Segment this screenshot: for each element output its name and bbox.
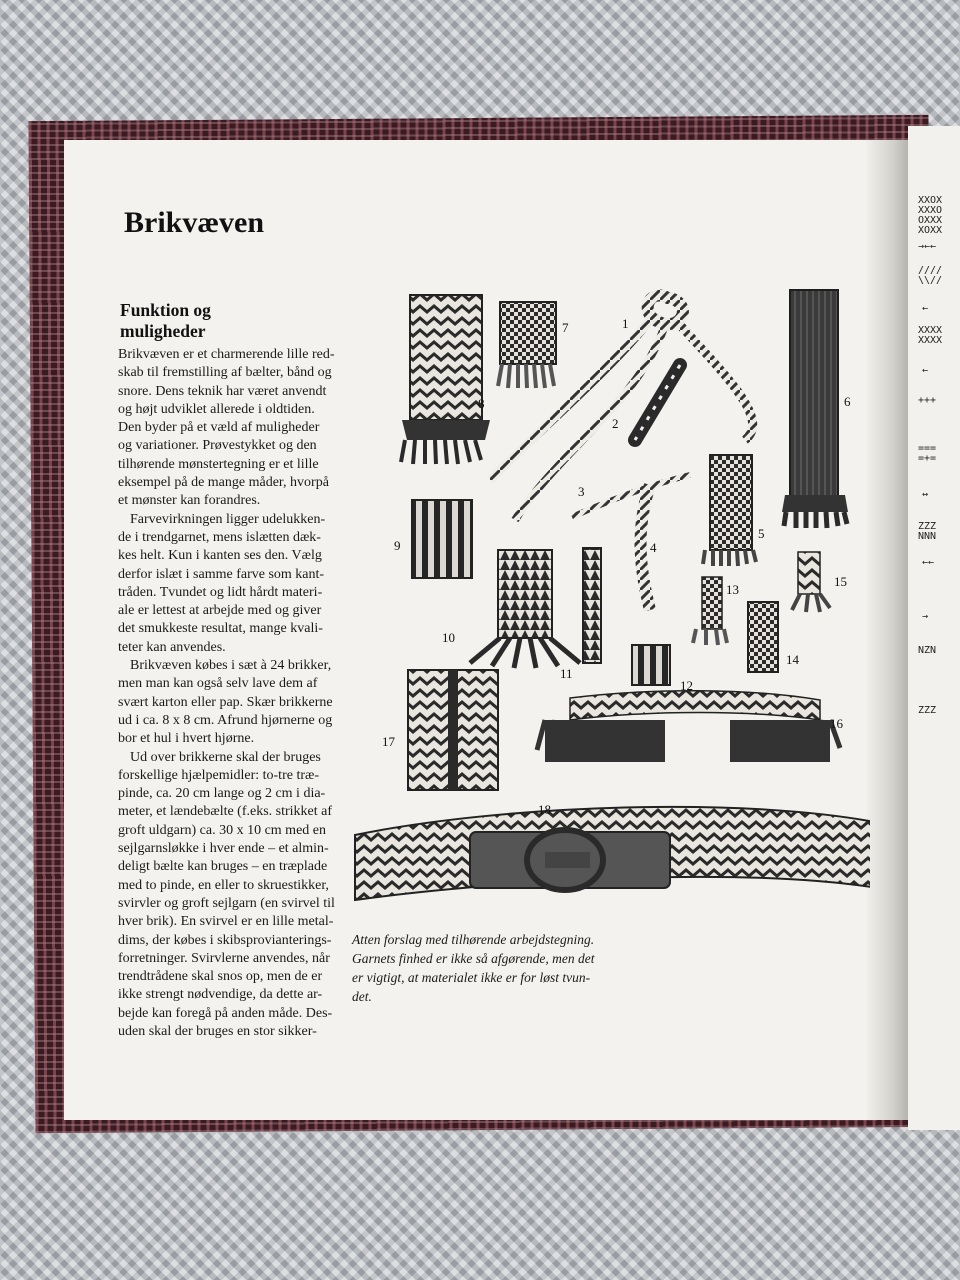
- body-text-line: det smukkeste resultat, mange kvali-: [118, 621, 323, 637]
- figure-label-14: 14: [786, 652, 799, 667]
- body-text-line: svirvler og groft sejlgarn (en svirvel til: [118, 895, 335, 911]
- body-text-line: deligt bælte kan bruges – en træplade: [118, 859, 328, 875]
- pattern-cell: ←: [922, 365, 929, 376]
- page-title: Brikvæven: [124, 206, 265, 239]
- body-text-line: ale er lettest at arbejde med og giver: [118, 603, 322, 619]
- body-text-line: derfor islæt i samme farve som kant-: [118, 566, 325, 582]
- body-text-line: trendtrådene skal snos op, men de er: [118, 969, 323, 985]
- body-text-line: de i trendgarnet, mens islætten dæk-: [118, 529, 321, 545]
- body-text-line: forretninger. Svirvlerne anvendes, når: [118, 950, 330, 966]
- figure-label-1: 1: [622, 316, 629, 331]
- pattern-cell: +++: [918, 395, 937, 406]
- band-sample-14: [748, 602, 778, 672]
- body-text-line: bor et hul i hvert hjørne.: [118, 731, 255, 747]
- body-text-line: bejde kan foregå på anden måde. Des-: [118, 1005, 333, 1021]
- figure-label-8: 8: [478, 396, 485, 411]
- pattern-cell: ↔: [922, 489, 929, 500]
- figure-label-18: 18: [538, 802, 551, 817]
- body-text-line: og højt udviklet allerede i oldtiden.: [118, 401, 315, 417]
- body-text-line: meter, et lændebælte (f.eks. strikket af: [118, 804, 333, 820]
- band-sample-11: [583, 548, 601, 663]
- body-text-line: sejlgarnsløkke i hver ende – et almin-: [118, 841, 329, 857]
- body-text-line: svært karton eller pap. Skær brikkerne: [118, 694, 333, 710]
- body-text-line: dims, der købes i skibsprovianterings-: [118, 932, 332, 948]
- band-sample-5: [703, 455, 756, 566]
- figure-label-11: 11: [560, 666, 573, 681]
- figure-label-7: 7: [562, 320, 569, 335]
- figure-label-2: 2: [612, 416, 619, 431]
- pattern-cell: ////: [918, 265, 943, 276]
- body-text-line: Brikvæven købes i sæt à 24 brikker,: [130, 658, 332, 674]
- body-text-line: Den byder på et væld af muligheder: [118, 420, 320, 436]
- body-text-line: hver brik). En svirvel er en lille metal-: [118, 914, 334, 930]
- caption-line: det.: [352, 989, 372, 1004]
- body-text-line: snore. Dens teknik har været anvendt: [118, 383, 327, 399]
- body-text: [118, 346, 348, 1041]
- figure-label-16: 16: [830, 716, 843, 731]
- pattern-cell: ZZZ: [918, 521, 937, 532]
- figure-label-15: 15: [834, 574, 847, 589]
- body-text-line: forskellige hjælpemidler: to-tre træ-: [118, 767, 320, 783]
- pattern-cell: XXOX: [918, 195, 943, 206]
- section-heading-line: Funktion og: [120, 300, 211, 320]
- body-text-line: Ud over brikkerne skal der bruges: [130, 749, 321, 765]
- body-text-line: kes helt. Kun i kanten ses den. Vælg: [118, 548, 322, 564]
- band-sample-12: [632, 645, 670, 685]
- pattern-cell: XXXX: [918, 335, 943, 346]
- figure-label-10: 10: [442, 630, 455, 645]
- figure-label-3: 3: [578, 484, 585, 499]
- pattern-cell: ←←: [922, 557, 935, 568]
- body-text-line: skab til fremstilling af bælter, bånd og: [118, 365, 332, 381]
- woven-bands-photo: [350, 280, 870, 920]
- pattern-cell: OXXX: [918, 215, 943, 226]
- band-sample-17: [408, 670, 498, 790]
- body-text-line: og variationer. Prøvestykket og den: [118, 438, 317, 454]
- pattern-cell: XOXX: [918, 225, 943, 236]
- caption-line: er vigtigt, at materialet ikke er for løst tvun-: [352, 970, 591, 985]
- figure-label-13: 13: [726, 582, 739, 597]
- pattern-cell: XXXX: [918, 325, 943, 336]
- band-sample-6: [782, 290, 848, 528]
- pattern-cell: ZZZ: [918, 705, 937, 716]
- pattern-cell: ←: [922, 303, 929, 314]
- band-sample-10: [470, 550, 580, 668]
- pattern-cell: →: [922, 611, 929, 622]
- figure-label-17: 17: [382, 734, 395, 749]
- pattern-cell: NNN: [918, 531, 937, 542]
- body-text-line: et mønster kan forandres.: [118, 493, 261, 509]
- body-text-line: ud i ca. 8 x 8 cm. Afrund hjørnerne og: [118, 712, 333, 728]
- right-page-edge: [908, 126, 960, 1130]
- pattern-cell: NZN: [918, 645, 937, 656]
- band-sample-13: [693, 577, 727, 645]
- band-sample-8: [401, 295, 490, 464]
- pattern-cell: →←←: [918, 241, 937, 252]
- body-text-line: men man kan også selv lave dem af: [118, 676, 318, 692]
- figure-caption: [352, 930, 632, 1006]
- body-text-line: pinde, ca. 20 cm lange og 2 cm i dia-: [118, 786, 326, 802]
- figure-label-6: 6: [844, 394, 851, 409]
- twisted-cord-4: [641, 485, 650, 610]
- body-text-line: teter kan anvendes.: [118, 639, 226, 655]
- body-text-line: tråden. Tvundet og lidt hårdt materi-: [118, 584, 323, 600]
- band-sample-16: [537, 691, 840, 762]
- pattern-cell: XXXO: [918, 205, 943, 216]
- section-heading-line: muligheder: [120, 321, 206, 341]
- band-sample-9: [412, 500, 472, 578]
- body-text-line: ikke strengt nødvendige, da dette ar-: [118, 987, 323, 1003]
- figure-label-4: 4: [650, 540, 657, 555]
- body-text-line: tilhørende mønstertegning er et lille: [118, 456, 319, 472]
- figure-label-9: 9: [394, 538, 401, 553]
- cord-sample-3: [572, 475, 690, 517]
- body-text-line: med to pinde, en eller to skruestikker,: [118, 877, 329, 893]
- belt-sample-18: [355, 807, 870, 900]
- caption-line: Atten forslag med tilhørende arbejdstegning.: [352, 932, 595, 947]
- section-heading: [120, 300, 340, 342]
- page-gutter: [866, 140, 914, 1120]
- pattern-cell: =+=: [918, 453, 937, 464]
- figure-label-5: 5: [758, 526, 765, 541]
- figure-label-12: 12: [680, 678, 693, 693]
- body-text-line: groft uldgarn) ca. 30 x 10 cm med en: [118, 822, 326, 838]
- band-sample-15: [792, 552, 830, 612]
- caption-line: Garnets finhed er ikke så afgørende, men det: [352, 951, 595, 966]
- body-text-line: eksempel på de mange måder, hvorpå: [118, 475, 329, 491]
- pattern-cell: ===: [918, 443, 937, 454]
- body-text-line: Farvevirkningen ligger udelukken-: [130, 511, 326, 527]
- pattern-cell: \\//: [918, 275, 943, 286]
- body-text-line: Brikvæven er et charmerende lille red-: [118, 347, 335, 362]
- band-sample-7: [498, 302, 556, 388]
- body-text-line: uden skal der bruges en stor sikker-: [118, 1023, 317, 1039]
